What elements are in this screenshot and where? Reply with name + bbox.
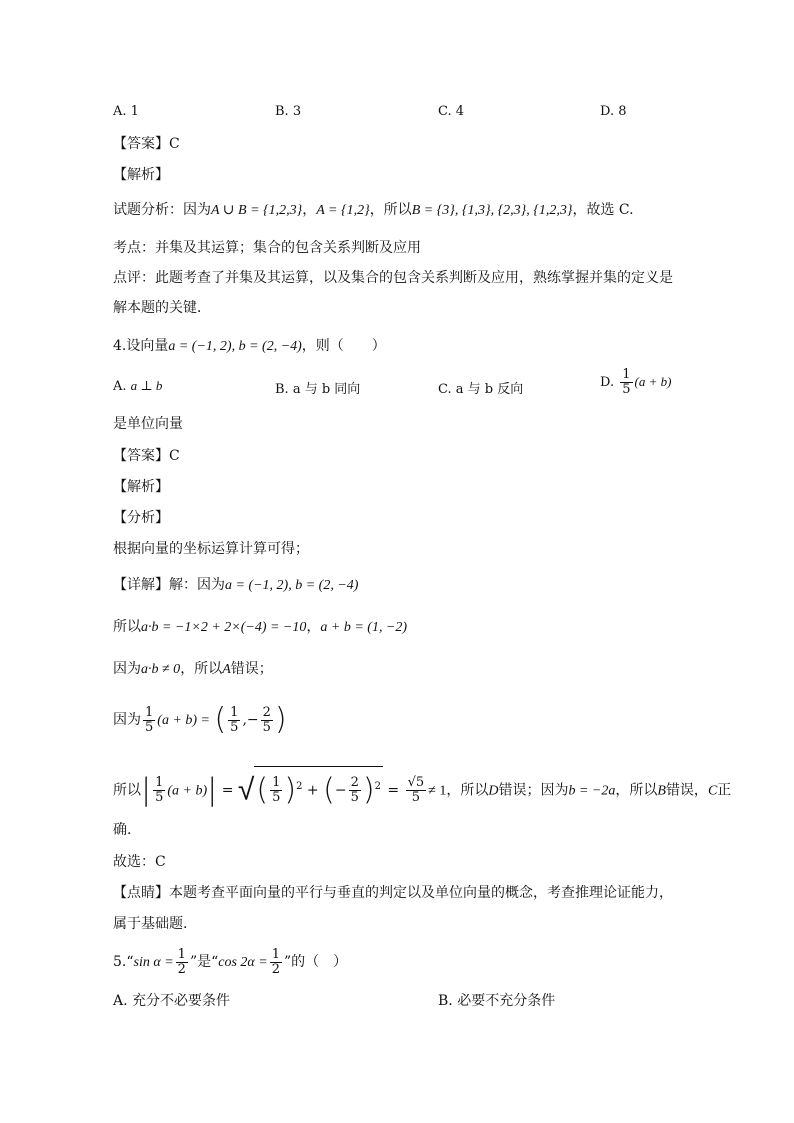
- q4-answer: 【答案】C: [113, 448, 180, 464]
- exponent: 2: [374, 781, 381, 792]
- q3-answer: 【答案】C: [113, 136, 180, 152]
- q4-dianjing-line2: 属于基础题.: [113, 916, 188, 932]
- q4-neq-end: 错误；: [230, 661, 273, 677]
- right-paren: ): [362, 772, 375, 808]
- equals-sign: =: [387, 782, 400, 799]
- q4-dot-lead: 所以: [113, 619, 141, 635]
- denominator: 5: [155, 790, 164, 806]
- q4-option-c-text: a 与 b 反向: [455, 382, 524, 397]
- equals-sign: =: [221, 782, 234, 799]
- q3-option-d: D. 8: [600, 104, 627, 119]
- q4-norm-tail4: 正: [717, 782, 732, 799]
- q4-option-a: [113, 378, 162, 394]
- q3-dianping-line1: 点评：此题考查了并集及其运算，以及集合的包含关系判断及应用，熟练掌握并集的定义是: [113, 270, 673, 286]
- q3-dianping-line2: 解本题的关键．: [113, 300, 211, 316]
- q3-analysis-lead: 试题分析：因为: [113, 202, 211, 218]
- numerator: 1: [272, 775, 281, 791]
- q4-norm-d: D: [488, 783, 499, 799]
- numerator: 1: [177, 946, 186, 962]
- numerator: 2: [350, 775, 359, 791]
- q5-sin-expr: sin α =: [133, 955, 174, 970]
- fraction-one-half: [176, 948, 188, 977]
- fraction-one-fifth: [228, 706, 240, 735]
- numerator: √5: [407, 775, 425, 791]
- q4-option-d-letter: D.: [600, 375, 615, 390]
- q4-norm-tail: ，所以: [446, 782, 489, 799]
- q4-norm-line: [113, 766, 731, 812]
- neq-one: ≠ 1: [428, 783, 447, 799]
- fraction-one-fifth: [153, 776, 165, 805]
- q4-option-b: [275, 378, 360, 397]
- q3-option-a: A. 1: [113, 104, 139, 119]
- q4-sum-expr: a + b = (1, −2): [320, 620, 408, 635]
- q3-jiexi-heading: 【解析】: [113, 167, 169, 183]
- q4-norm-tail3: 错误，: [665, 782, 708, 799]
- q4-neq-lead: 因为: [113, 661, 141, 677]
- q4-norm-mid: 错误；因为: [498, 782, 569, 799]
- denominator: 5: [145, 719, 154, 735]
- numerator: 2: [262, 704, 271, 720]
- denominator: 5: [230, 719, 239, 735]
- denominator: 2: [271, 961, 281, 977]
- q3-analysis-end: ，故选 C.: [572, 202, 634, 218]
- q4-frac-vec: (a + b) =: [157, 713, 210, 728]
- minus-sign: −: [246, 712, 259, 728]
- minus-sign: −: [334, 782, 347, 799]
- denominator: 5: [262, 719, 271, 735]
- q4-norm-lead: 所以: [113, 782, 141, 799]
- fraction-sqrt5-over-5: [406, 776, 427, 805]
- denominator: 5: [350, 790, 359, 806]
- q4-stem: [113, 336, 386, 357]
- q4-option-b-letter: B.: [275, 382, 289, 397]
- q4-option-c: [438, 378, 523, 397]
- fraction-one-half: [270, 948, 282, 977]
- q4-neq-tail: ，所以: [180, 661, 223, 677]
- q3-set-b-expr: B = {3}, {1,3}, {2,3}, {1,2,3}: [411, 203, 573, 218]
- q3-analysis-mid: ，所以: [369, 202, 412, 218]
- q5-stem-tail: ”的（ ）: [284, 954, 348, 970]
- left-paren: (: [214, 702, 227, 737]
- q3-union-expr: A ∪ B = {1,2,3}: [211, 203, 303, 218]
- q5-stem-lead: 5.“: [113, 954, 134, 970]
- q5-stem-mid: ”是“: [189, 954, 219, 970]
- q4-option-a-expr: a ⊥ b: [130, 378, 163, 393]
- numerator: 1: [230, 704, 239, 720]
- q4-option-d-expr: (a + b): [634, 374, 672, 389]
- fraction-two-fifths: [349, 776, 361, 805]
- denominator: 5: [406, 790, 427, 805]
- q4-frac-line: 因为 $\frac{1}{5}$ (a + b) = ( $\frac{1}{5}$ ,− $\frac{2}{5}$ ): [113, 702, 287, 737]
- fraction-two-fifths: [261, 706, 273, 735]
- q4-dianjing-line1: 【点睛】本题考查平面向量的平行与垂直的判定以及单位向量的概念，考查推理论证能力，: [113, 885, 673, 901]
- q4-jiexi-heading: 【解析】: [113, 479, 169, 495]
- q5-cos-expr: cos 2α =: [218, 955, 268, 970]
- q5-stem: [113, 944, 347, 981]
- right-paren: ): [274, 702, 287, 737]
- q3-option-c: C. 4: [438, 104, 465, 119]
- q4-detail-lead: 【详解】解：因为: [113, 577, 225, 593]
- q4-norm-bb: B: [657, 783, 666, 799]
- q4-neq-line: [113, 659, 273, 680]
- q4-stem-expr: a = (−1, 2), b = (2, −4): [168, 339, 302, 354]
- q3-analysis: 试题分析：因为A ∪ B = {1,2,3}，A = {1,2}，所以B = {3}, {1,3}, {2,3}, {1,2,3}，故选 C.: [113, 202, 634, 218]
- left-paren: (: [256, 772, 269, 808]
- q4-norm-vec: (a + b): [167, 783, 208, 799]
- q4-norm-cont: 确.: [113, 822, 132, 838]
- sqrt-sign: √: [237, 772, 255, 808]
- q3-set-a-expr: A = {1,2}: [316, 203, 370, 218]
- q4-dot-line: 所以a·b = −1×2 + 2×(−4) = −10，a + b = (1, −2): [113, 619, 408, 635]
- q4-norm-tail2: ，所以: [615, 782, 658, 799]
- q4-fenxi-heading: 【分析】: [113, 510, 169, 526]
- q4-option-d: [600, 368, 671, 397]
- q4-choose: 故选：C: [113, 854, 166, 870]
- q3-option-b: B. 3: [275, 104, 302, 119]
- denominator: 5: [272, 790, 281, 806]
- q4-neq-a: A: [222, 662, 231, 677]
- numerator: 1: [155, 775, 164, 791]
- q4-neq-expr: a·b ≠ 0: [141, 662, 181, 677]
- fraction-one-fifth: [143, 706, 155, 735]
- q4-stem-tail: ，则（ ）: [301, 338, 386, 354]
- q4-norm-cc: C: [707, 783, 718, 799]
- fraction-one-fifth: [620, 368, 632, 397]
- q4-option-b-text: a 与 b 同向: [292, 382, 361, 397]
- q4-norm-b-expr: b = −2a: [568, 783, 616, 799]
- right-paren: ): [284, 772, 297, 808]
- numerator: 1: [145, 704, 154, 720]
- left-paren: (: [323, 772, 335, 808]
- q4-stem-lead: 4.设向量: [113, 338, 169, 354]
- q4-frac-lead: 因为: [113, 712, 141, 728]
- fraction-one-fifth: [270, 776, 282, 805]
- q4-detail-expr: a = (−1, 2), b = (2, −4): [225, 578, 359, 593]
- q3-kaodian: 考点：并集及其运算；集合的包含关系判断及应用: [113, 240, 421, 256]
- abs-bar-left: |: [141, 772, 152, 808]
- q4-option-d-cont: 是单位向量: [113, 416, 183, 432]
- exponent: 2: [296, 781, 303, 792]
- denominator: 5: [622, 382, 631, 397]
- q4-option-a-letter: A.: [113, 379, 127, 394]
- denominator: 2: [177, 961, 186, 977]
- q4-dot-expr: a·b = −1×2 + 2×(−4) = −10: [141, 620, 307, 635]
- q5-option-a: A. 充分不必要条件: [113, 993, 231, 1009]
- q4-fenxi-text: 根据向量的坐标运算计算可得；: [113, 541, 309, 557]
- q4-detail: [113, 575, 358, 596]
- q5-option-b: B. 必要不充分条件: [438, 993, 556, 1009]
- numerator: 1: [271, 946, 281, 962]
- q4-option-c-letter: C.: [438, 382, 452, 397]
- abs-bar-right: |: [207, 772, 218, 808]
- sqrt-body: ( $\frac{1}{5}$ )$^2$ + (− $\frac{2}{5}$ )$^2$: [254, 766, 383, 811]
- numerator: 1: [622, 367, 631, 382]
